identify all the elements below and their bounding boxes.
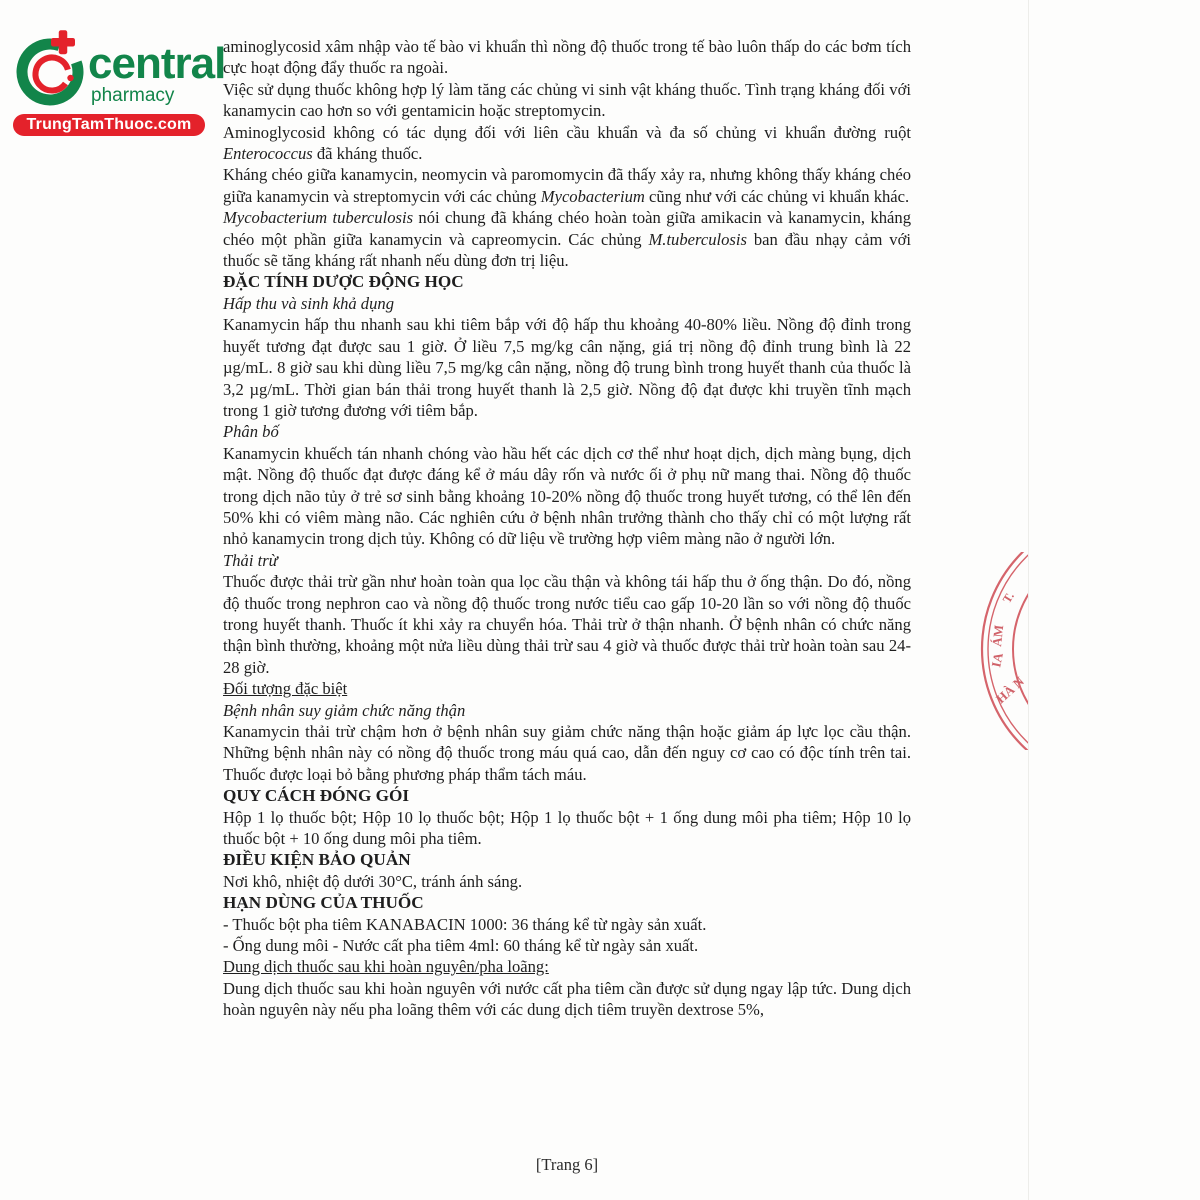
storage-paragraph: Nơi khô, nhiệt độ dưới 30°C, tránh ánh sáng. bbox=[223, 871, 523, 891]
packaging-paragraph: Hộp 1 lọ thuốc bột; Hộp 10 lọ thuốc bột; Hộp 1 lọ thuốc bột + 1 ống dung môi pha tiêm; Hộp 10 lọ thuốc bột + 10 ống dung môi pha tiêm. bbox=[223, 807, 911, 849]
intro-paragraph-3 bbox=[223, 122, 911, 165]
special-population-subheading: Đối tượng đặc biệt bbox=[223, 679, 348, 699]
absorption-subheading: Hấp thu và sinh khả dụng bbox=[223, 293, 394, 313]
renal-impairment-subheading: Bệnh nhân suy giảm chức năng thận bbox=[223, 700, 466, 720]
distribution-subheading: Phân bố bbox=[223, 422, 279, 442]
stamp-text-fragment: IA bbox=[988, 651, 1006, 669]
brand-subtitle: pharmacy bbox=[91, 85, 175, 106]
elimination-subheading: Thải trừ bbox=[223, 550, 278, 570]
intro-paragraph-4 bbox=[223, 164, 911, 207]
packaging-heading: QUY CÁCH ĐÓNG GÓI bbox=[223, 786, 410, 806]
reconstitution-paragraph: Dung dịch thuốc sau khi hoàn nguyên với nước cất pha tiêm cần được sử dụng ngay lập tức. Dung dịch hoàn nguyên này nếu pha loãng thêm với các dung dịch tiêm truyền dextrose 5%, bbox=[223, 978, 911, 1020]
paragraph-text: đã kháng thuốc. bbox=[312, 144, 423, 164]
red-seal-stamp bbox=[975, 552, 1028, 750]
brand-name: central bbox=[88, 39, 226, 88]
brand-banner: TrungTamThuoc.com bbox=[13, 114, 205, 136]
distribution-paragraph: Kanamycin khuếch tán nhanh chóng vào hầu hết các dịch cơ thể như hoạt dịch, dịch màng bụng, dịch mật. Nồng độ thuốc đạt được đáng kể ở máu dây rốn và nước ối ở phụ nữ mang thai. Nồng độ thuốc trong dịch não tủy ở trẻ sơ sinh bằng khoảng 10-20% nồng độ thuốc trong huyết tương, có thể lên đến 50% khi có viêm màng não. Các nghiên cứu ở bệnh nhân trưởng thành cho thấy chỉ có một lượng rất nhỏ kanamycin trong dịch tủy. Không có dữ liệu về trường hợp viêm màng não ở người lớn. bbox=[223, 443, 911, 549]
shelf-life-item-2: - Ống dung môi - Nước cất pha tiêm 4ml: 60 tháng kể từ ngày sản xuất. bbox=[223, 936, 699, 956]
paragraph-text: cũng như với các chủng vi khuẩn khác. bbox=[644, 186, 910, 206]
paragraph-text: ban đầu nhạy cảm với thuốc sẽ tăng kháng rất nhanh nếu dùng đơn trị liệu. bbox=[223, 229, 911, 271]
paragraph-text: nói chung đã kháng chéo hoàn toàn giữa amikacin và kanamycin, kháng chéo một phần giữa kanamycin và capreomycin. Các chủng bbox=[223, 208, 911, 249]
renal-impairment-paragraph: Kanamycin thải trừ chậm hơn ở bệnh nhân suy giảm chức năng thận hoặc giảm áp lực lọc cầu thận. Những bệnh nhân này có nồng độ thuốc trong máu quá cao, dẫn đến nguy cơ cao có độc tính trên tai. Thuốc được loại bỏ bằng phương pháp thẩm tách máu. bbox=[223, 722, 911, 784]
elimination-paragraph: Thuốc được thải trừ gần như hoàn toàn qua lọc cầu thận và không tái hấp thu ở ống thận. Do đó, nồng độ thuốc trong nephron cao và nồng độ thuốc trong nước tiểu cao gấp 10-20 lần so với nồng độ thuốc trong huyết thanh. Thuốc ít khi xảy ra chuyển hóa. Thải trừ ở thận nhanh. Ở bệnh nhân có chức năng thận bình thường, khoảng một nửa liều dùng thải trừ sau 4 giờ và thuốc được thải trừ hoàn toàn sau 24-28 giờ. bbox=[223, 572, 911, 677]
intro-paragraph-1: aminoglycosid xâm nhập vào tế bào vi khuẩn thì nồng độ thuốc trong tế bào luôn thấp do các bơm tích cực hoạt động đẩy thuốc ra ngoài. bbox=[223, 37, 911, 78]
species-name-italic: Enterococcus bbox=[223, 144, 313, 164]
reconstitution-subheading: Dung dịch thuốc sau khi hoàn nguyên/pha loãng: bbox=[223, 957, 549, 977]
stamp-text-fragment: T. bbox=[999, 589, 1017, 606]
intro-paragraph-5 bbox=[223, 207, 911, 271]
central-pharmacy-logo bbox=[14, 28, 226, 140]
storage-heading: ĐIỀU KIỆN BẢO QUẢN bbox=[223, 850, 411, 870]
shelf-life-item-1: - Thuốc bột pha tiêm KANABACIN 1000: 36 tháng kể từ ngày sản xuất. bbox=[223, 914, 707, 934]
absorption-paragraph: Kanamycin hấp thu nhanh sau khi tiêm bắp với độ hấp thu khoảng 40-80% liều. Nồng độ đỉnh trong huyết tương đạt được sau 1 giờ. Ở liều 7,5 mg/kg cân nặng, giá trị nồng độ đỉnh trung bình là 22 µg/mL. 8 giờ sau khi dùng liều 7,5 mg/kg cân nặng, nồng độ trung bình trong huyết thanh của thuốc là 3,2 µg/mL. Thời gian bán thải trong huyết thanh là 2,5 giờ. Nồng độ đạt được khi truyền tĩnh mạch trong 1 giờ tương đương với tiêm bắp. bbox=[223, 315, 911, 420]
page-footer: [Trang 6] bbox=[535, 1155, 599, 1174]
paragraph-text: Aminoglycosid không có tác dụng đối với liên cầu khuẩn và đa số chủng vi khuẩn đường ruột bbox=[223, 122, 911, 142]
document-body bbox=[223, 36, 911, 1021]
shelf-life-heading: HẠN DÙNG CỦA THUỐC bbox=[223, 893, 424, 913]
species-name-italic: M.tuberculosis bbox=[648, 229, 747, 249]
species-name-italic: Mycobacterium bbox=[540, 186, 645, 206]
scan-edge-line bbox=[1028, 0, 1029, 1200]
stamp-text-fragment: HÀ N bbox=[992, 673, 1027, 707]
species-name-italic: Mycobacterium tuberculosis bbox=[223, 208, 414, 228]
stamp-text-fragment: ÁM bbox=[989, 624, 1007, 648]
pharmacokinetics-heading: ĐẶC TÍNH DƯỢC ĐỘNG HỌC bbox=[223, 272, 464, 292]
paragraph-text: Kháng chéo giữa kanamycin, neomycin và paromomycin đã thấy xảy ra, nhưng không thấy kháng chéo giữa kanamycin và streptomycin với các chủng bbox=[223, 165, 911, 206]
intro-paragraph-2: Việc sử dụng thuốc không hợp lý làm tăng các chủng vi sinh vật kháng thuốc. Tình trạng kháng đối với kanamycin cao hơn so với gentamicin hoặc streptomycin. bbox=[223, 79, 911, 121]
